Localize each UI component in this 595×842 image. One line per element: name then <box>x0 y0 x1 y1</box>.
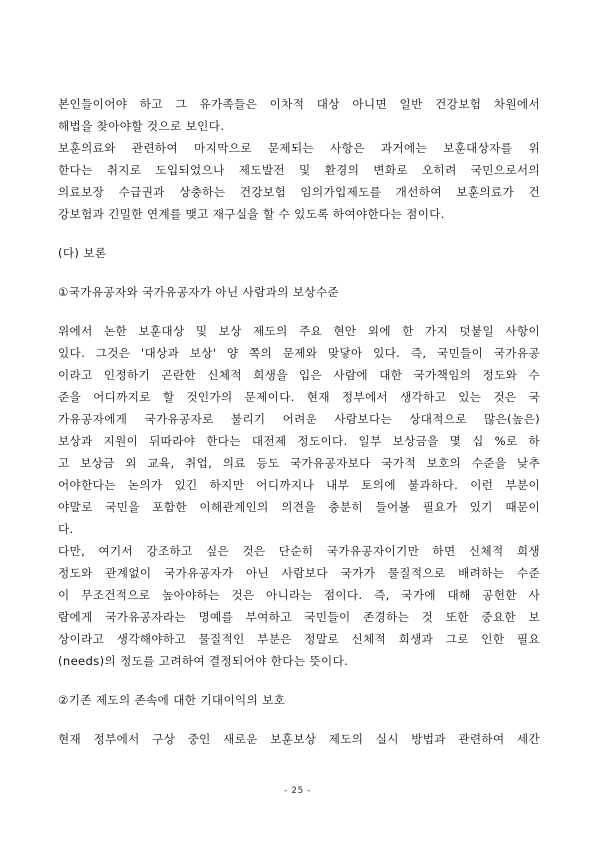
text-line: (needs)의 정도를 고려하여 결정되어야 한다는 뜻이다. <box>58 654 349 668</box>
page-number: - 25 - <box>284 786 311 796</box>
text-line: 이라고 인정하기 곤란한 신체적 희생을 입은 사람에 대한 국가책임의 정도와 수 <box>58 368 540 382</box>
text-line: 다만, 여기서 강조하고 싶은 것은 단순히 국가유공자이기만 하면 신체적 희생 <box>58 544 540 558</box>
text-line: 본인들이어야 하고 그 유가족들은 이차적 대상 아니면 일반 건강보험 차원에서 <box>58 97 540 111</box>
text-line: 현재 정부에서 구상 중인 새로운 보훈보상 제도의 실시 방법과 관련하여 세간 <box>58 732 540 746</box>
text-line: 고 보상금 외 교육, 취업, 의료 등도 국가유공자보다 국가적 보호의 수준을 낮추 <box>58 456 540 470</box>
section-heading: (다) 보론 <box>58 246 107 260</box>
text-line: 보상과 지원이 뒤따라야 한다는 대전제 정도이다. 일부 보상금을 몇 십 %로 하 <box>58 434 540 448</box>
text-line: 준을 어디까지로 할 것인가의 문제이다. 현재 정부에서 생각하고 있는 것은 국 <box>58 390 540 404</box>
text-line: 이 무조건적으로 높아야하는 것은 아니라는 점이다. 즉, 국가에 대해 공헌한 사 <box>58 588 540 602</box>
text-line: 다. <box>58 522 74 536</box>
text-line: 위에서 논한 보훈대상 및 보상 제도의 주요 현안 외에 한 가지 덧붙일 사항이 <box>58 324 540 338</box>
text-line: 보훈의료와 관련하여 마지막으로 문제되는 사항은 과거에는 보훈대상자를 위 <box>58 141 540 155</box>
text-line: 의료보장 수급권과 상충하는 건강보험 임의가입제도를 개선하여 보훈의료가 건 <box>58 185 540 199</box>
text-line: 어야한다는 논의가 있긴 하지만 어디까지나 내부 토의에 불과하다. 이런 부분이 <box>58 478 540 492</box>
text-line: 람에게 국가유공자라는 명예를 부여하고 국민들이 존경하는 것 또한 중요한 보 <box>58 610 540 624</box>
subsection-heading: ①국가유공자와 국가유공자가 아닌 사람과의 보상수준 <box>58 285 339 299</box>
text-line: 상이라고 생각해야하고 물질적인 부분은 정말로 신체적 희생과 그로 인한 필요 <box>58 632 540 646</box>
text-line: 해법을 찾아야할 것으로 보인다. <box>58 119 225 133</box>
text-line: 야말로 국민을 포함한 이해관계인의 의견을 충분히 들어볼 필요가 있기 때문이 <box>58 500 540 514</box>
text-line: 정도와 관계없이 국가유공자가 아닌 사람보다 국가가 물질적으로 배려하는 수준 <box>58 566 540 580</box>
subsection-heading: ②기존 제도의 존속에 대한 기대이익의 보호 <box>58 693 286 707</box>
text-line: 가유공자에게 국가유공자로 불리기 어려운 사람보다는 상대적으로 많은(높은) <box>58 412 540 426</box>
text-line: 한다는 취지로 도입되었으나 제도발전 및 환경의 변화로 오히려 국민으로서의 <box>58 163 540 177</box>
text-line: 강보험과 긴밀한 연계를 맺고 재구실을 할 수 있도록 하여야한다는 점이다. <box>58 207 445 221</box>
text-line: 있다. 그것은 '대상과 보상' 양 쪽의 문제와 맞닿아 있다. 즉, 국민들이 국가유공 <box>58 346 540 360</box>
